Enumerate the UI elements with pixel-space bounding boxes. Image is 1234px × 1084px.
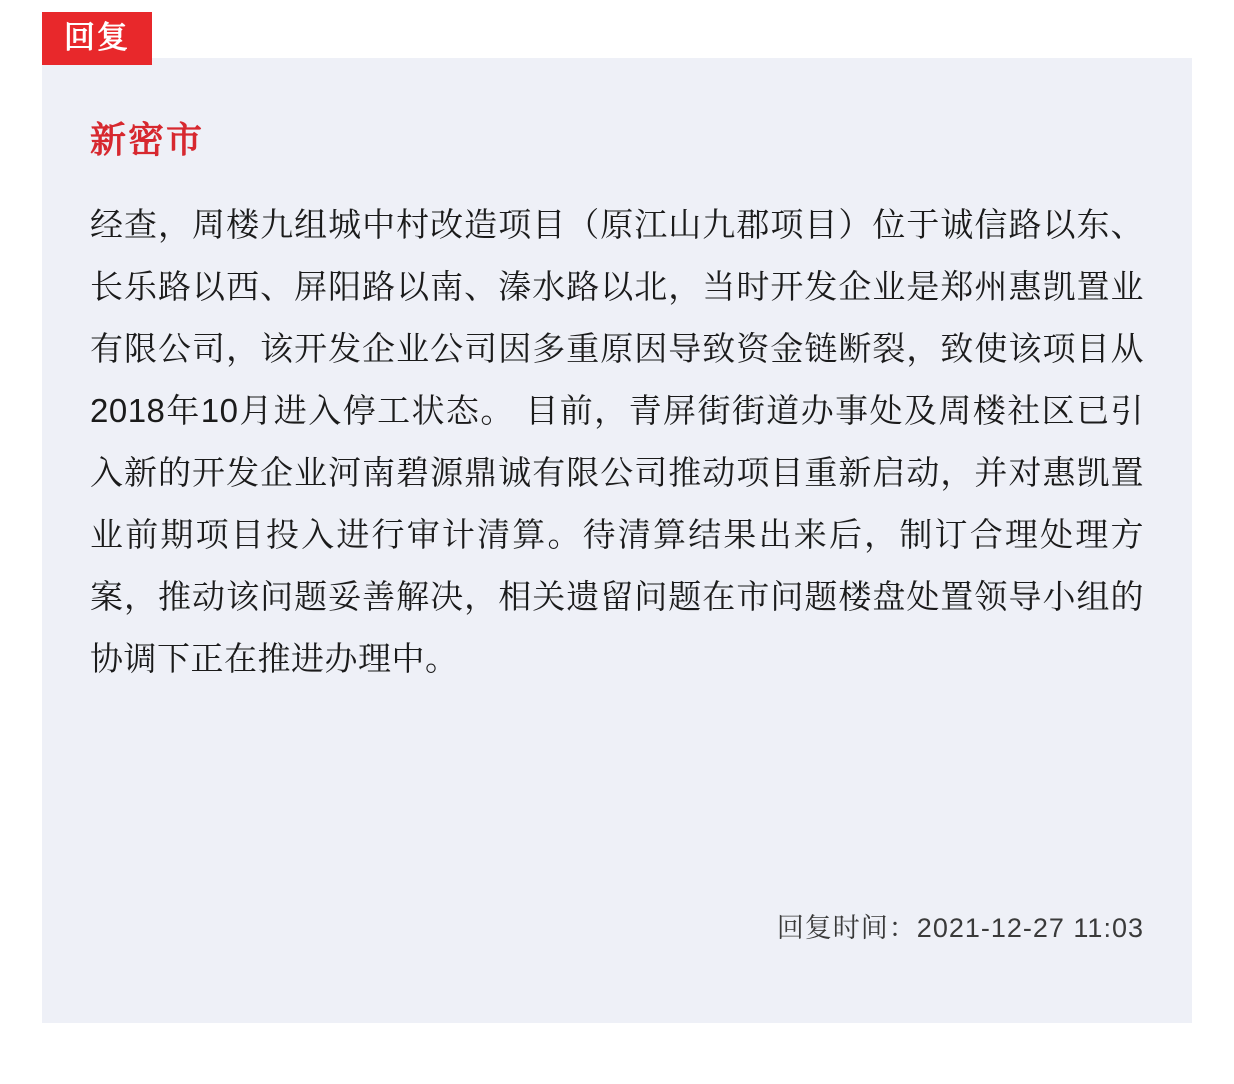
reply-timestamp: 回复时间：2021-12-27 11:03 [776, 913, 1144, 943]
reply-body-text: 经查，周楼九组城中村改造项目（原江山九郡项目）位于诚信路以东、长乐路以西、屏阳路以南、溱水路以北，当时开发企业是郑州惠凯置业有限公司，该开发企业公司因多重原因导致资金链断裂，致使该项目从2018年10月进入停工状态。 目前，青屏街街道办事处及周楼社区已引入新的开发企业河南碧源鼎诚有限公司推动项目重新启动，并对惠凯置业前期项目投入进行审计清算。待清算结果出来后，制订合理处理方案，推动该问题妥善解决，相关遗留问题在市问题楼盘处置领导小组的协调下正在推进办理中。 [90, 205, 1144, 677]
reply-tag-badge: 回复 [42, 12, 152, 65]
reply-card [42, 58, 1192, 1023]
responding-organization-title: 新密市 [90, 119, 205, 160]
